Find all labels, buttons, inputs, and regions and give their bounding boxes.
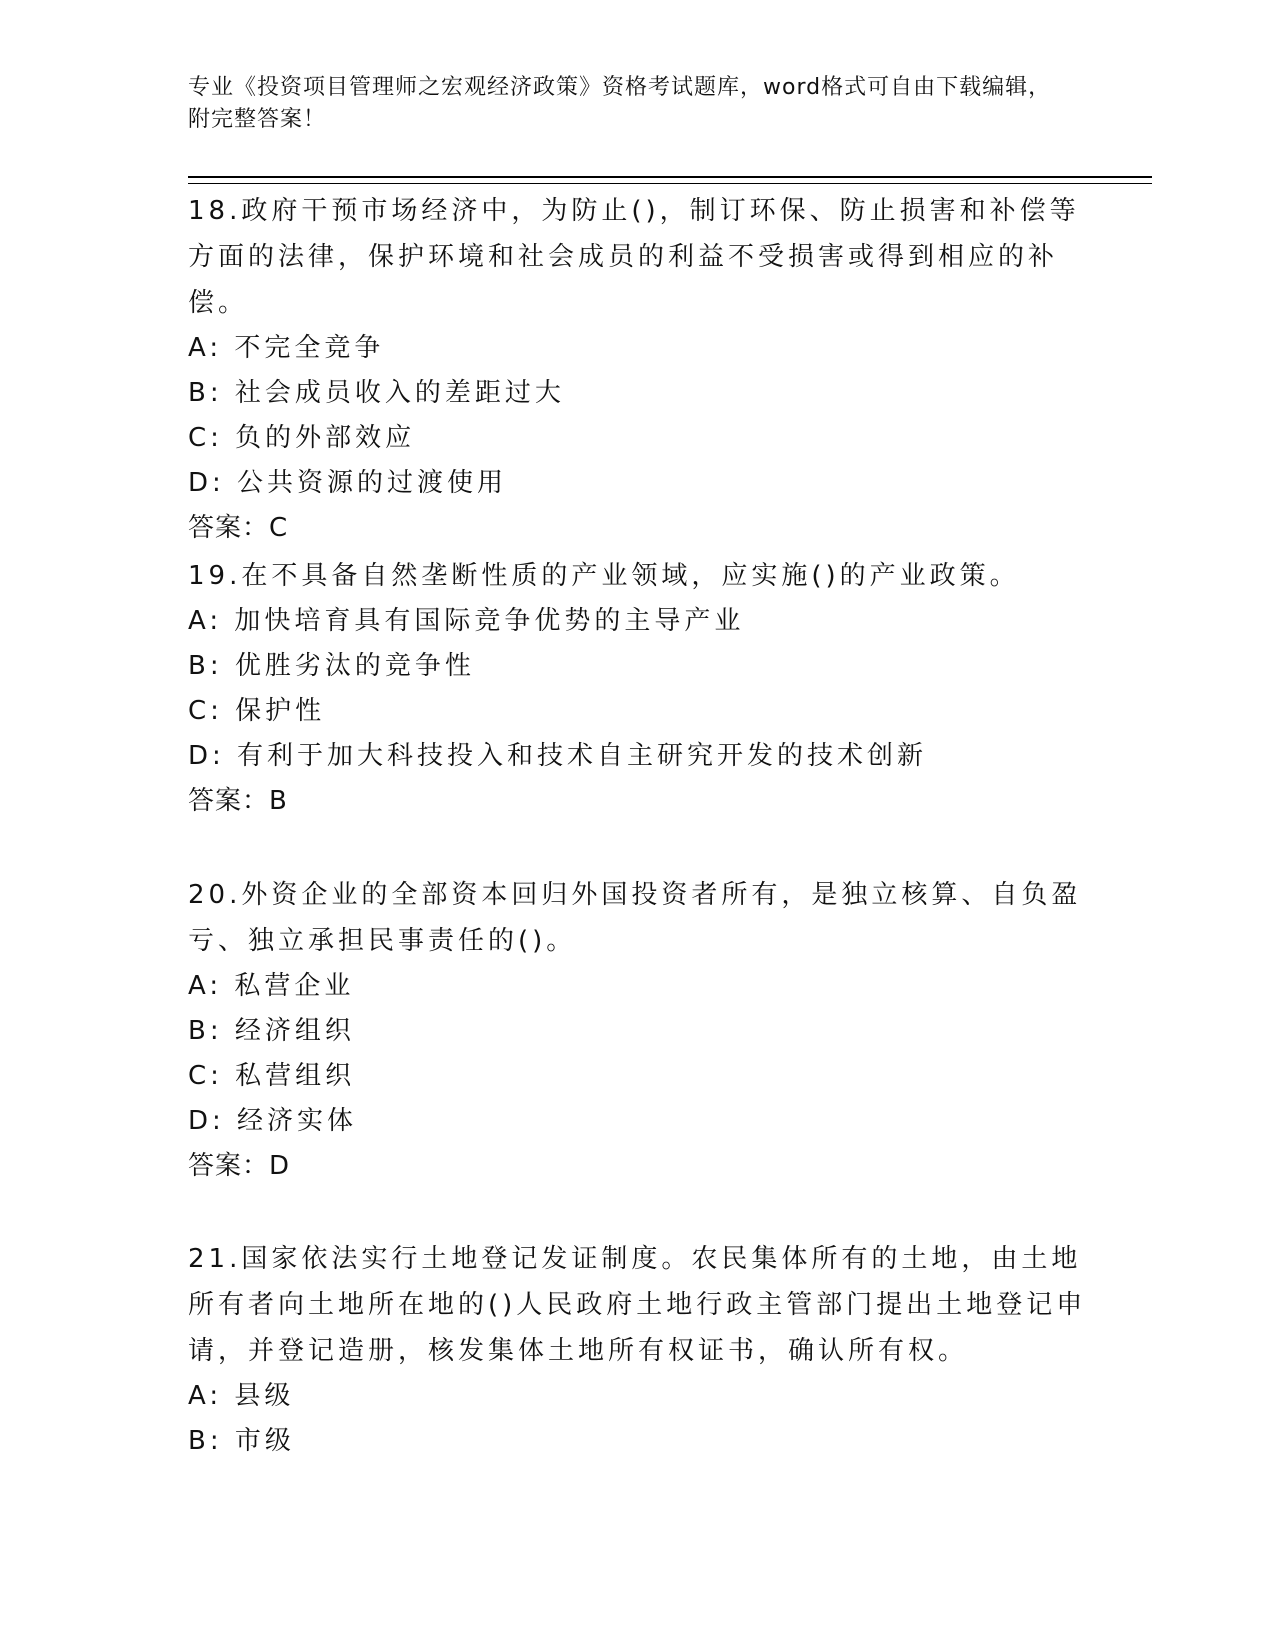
option-d: D: 经济实体	[188, 1106, 358, 1136]
option-a: A: 私营企业	[188, 971, 355, 1001]
header-divider-thin	[188, 183, 1152, 184]
option-a: A: 县级	[188, 1381, 295, 1411]
option-a: A: 不完全竞争	[188, 333, 385, 363]
option-c: C: 私营组织	[188, 1061, 356, 1091]
option-b: B: 优胜劣汰的竞争性	[188, 651, 475, 681]
option-c: C: 保护性	[188, 696, 326, 726]
question-stem: 18.政府干预市场经济中，为防止()，制订环保、防止损害和补偿等方面的法律，保护环境和社会成员的利益不受损害或得到相应的补偿。	[188, 196, 1080, 318]
question-stem: 20.外资企业的全部资本回归外国投资者所有，是独立核算、自负盈亏、独立承担民事责任的()。	[188, 880, 1082, 956]
option-c: C: 负的外部效应	[188, 423, 416, 453]
option-a: A: 加快培育具有国际竞争优势的主导产业	[188, 606, 745, 636]
header-divider-thick	[188, 176, 1152, 178]
option-d: D: 有利于加大科技投入和技术自主研究开发的技术创新	[188, 741, 928, 771]
question-block-21	[188, 1236, 1088, 1464]
question-block-19	[188, 553, 1088, 824]
question-block-18	[188, 188, 1088, 551]
question-block-20	[188, 872, 1088, 1189]
option-b: B: 市级	[188, 1426, 295, 1456]
question-stem: 19.在不具备自然垄断性质的产业领域，应实施()的产业政策。	[188, 561, 1020, 591]
answer-line: 答案：D	[188, 1151, 291, 1181]
question-stem: 21.国家依法实行土地登记发证制度。农民集体所有的土地，由土地所有者向土地所在地的()人民政府土地行政主管部门提出土地登记申请，并登记造册，核发集体土地所有权证书，确认所有权。	[188, 1244, 1087, 1366]
document-header: 专业《投资项目管理师之宏观经济政策》资格考试题库，word格式可自由下载编辑，附完整答案！	[188, 75, 1052, 132]
answer-line: 答案：C	[188, 513, 289, 543]
answer-line: 答案：B	[188, 786, 288, 816]
option-b: B: 经济组织	[188, 1016, 355, 1046]
option-d: D: 公共资源的过渡使用	[188, 468, 508, 498]
option-b: B: 社会成员收入的差距过大	[188, 378, 565, 408]
